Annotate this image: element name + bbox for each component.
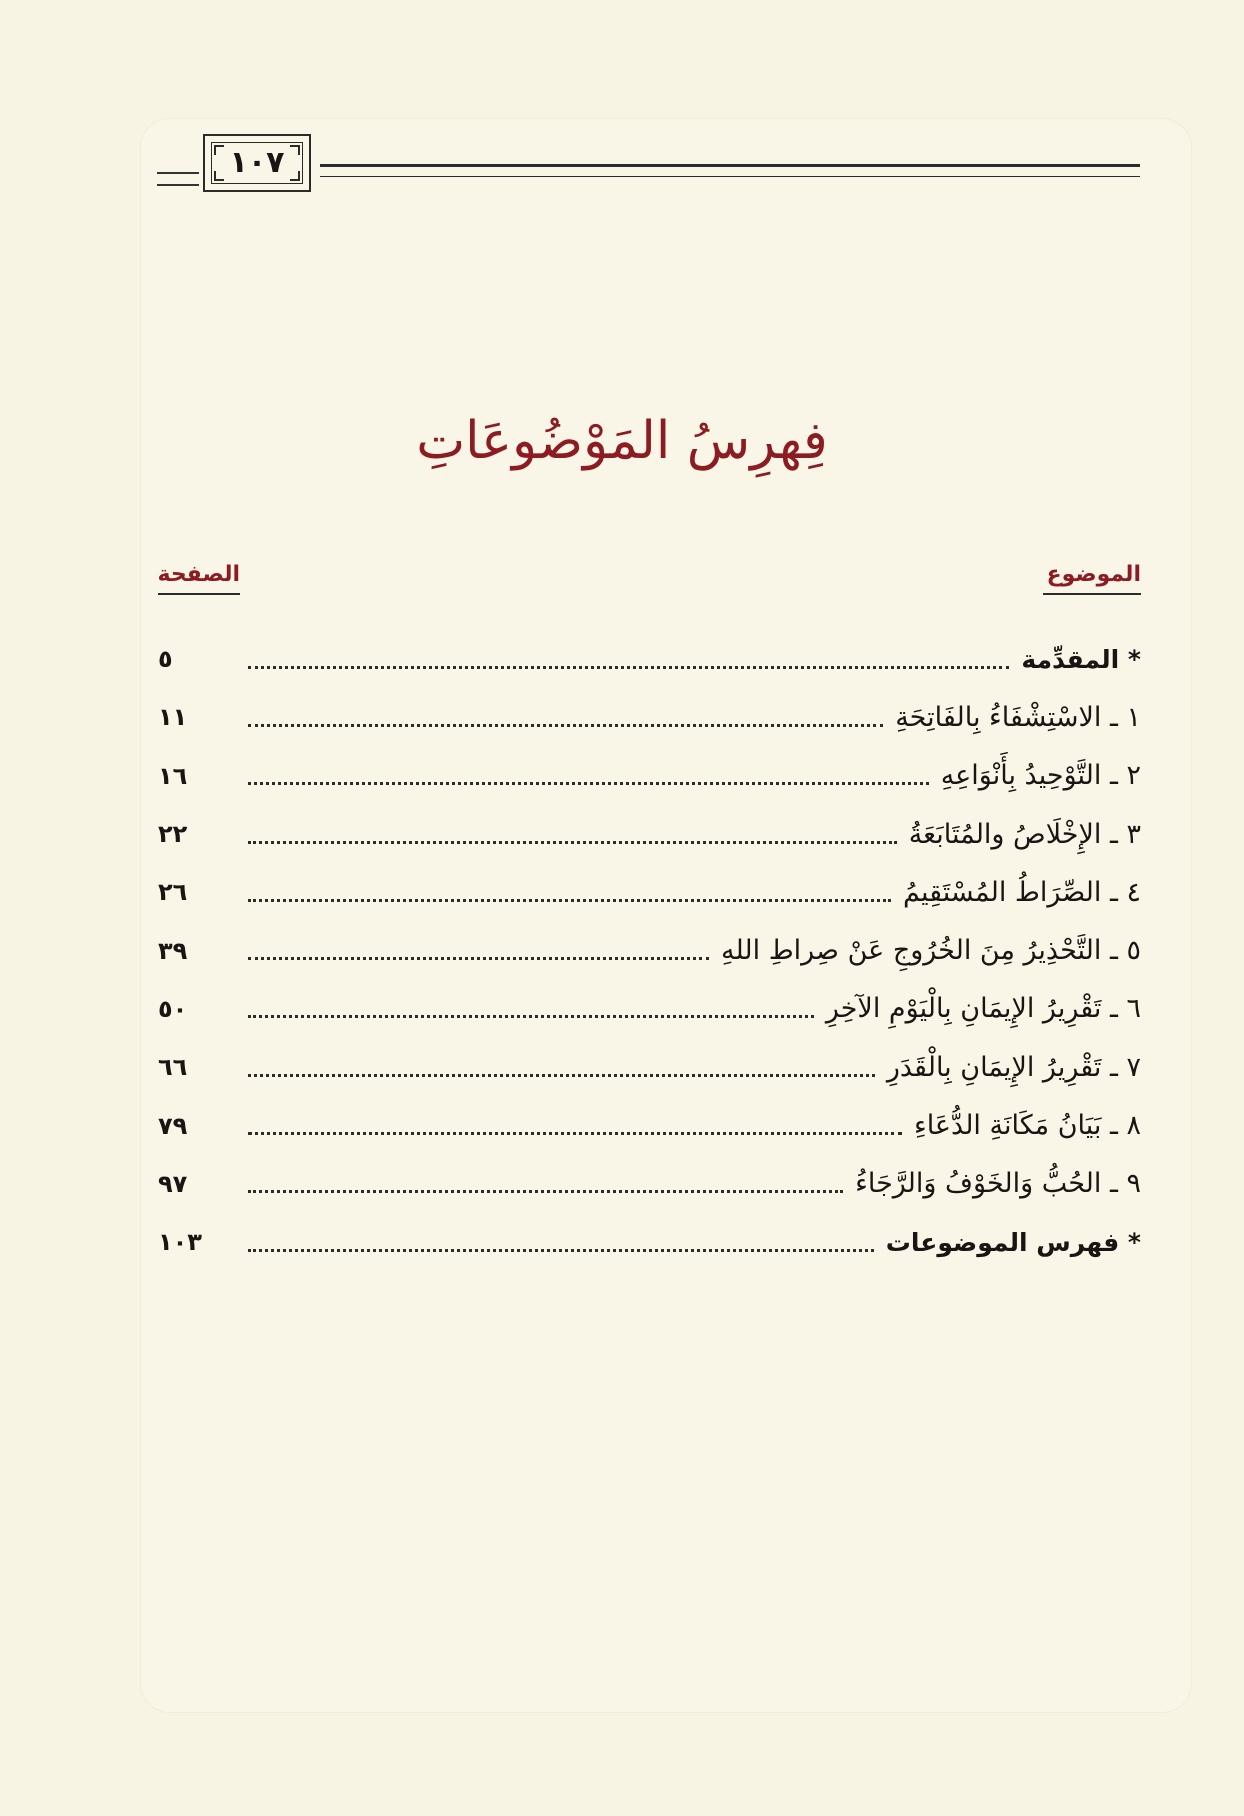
toc-entry-page: ٧٩ (158, 1111, 188, 1140)
dot-leader (248, 1132, 902, 1135)
dot-leader (248, 666, 1009, 669)
header-rule-right (320, 164, 1140, 177)
toc-entry-topic: ٩ ـ الحُبُّ وَالخَوْفُ وَالرَّجَاءُ (855, 1168, 1141, 1200)
dot-leader (248, 899, 891, 902)
toc-entry-topic: * المقدِّمة (1021, 644, 1141, 674)
toc-entry[interactable] (158, 980, 1141, 1038)
toc-entry-page: ٢٦ (158, 878, 188, 907)
toc-entry-page: ٩٧ (158, 1169, 188, 1198)
toc-entry-page: ٥٠ (158, 994, 188, 1023)
toc-entry-topic: ١ ـ الاسْتِشْفَاءُ بِالفَاتِحَةِ (895, 701, 1141, 733)
dot-leader (248, 782, 929, 785)
table-of-contents (158, 630, 1141, 1271)
toc-entry-page: ١٠٣ (158, 1228, 202, 1257)
toc-entry[interactable] (158, 805, 1141, 863)
dot-leader (248, 724, 883, 727)
toc-entry[interactable] (158, 863, 1141, 921)
dot-leader (248, 841, 897, 844)
toc-entry-topic: ٨ ـ بَيَانُ مَكَانَةِ الدُّعَاءِ (914, 1110, 1141, 1142)
toc-entry[interactable] (158, 1213, 1141, 1271)
toc-entry[interactable] (158, 1155, 1141, 1213)
dot-leader (248, 1249, 874, 1252)
toc-entry-page: ٦٦ (158, 1053, 188, 1082)
toc-entry-page: ١٦ (158, 761, 188, 790)
toc-entry-page: ٥ (158, 645, 173, 674)
header-rule-left (157, 172, 199, 186)
toc-entry[interactable] (158, 1038, 1141, 1096)
toc-entry[interactable] (158, 921, 1141, 979)
page-number-frame (203, 134, 311, 192)
page-number: ١٠٧ (211, 142, 303, 184)
column-header-topic: الموضوع (1043, 562, 1141, 595)
toc-entry-topic: ٢ ـ التَّوْحِيدُ بِأَنْوَاعِهِ (940, 760, 1141, 792)
toc-entry[interactable] (158, 747, 1141, 805)
toc-entry-topic: ٣ ـ الإِخْلَاصُ والمُتَابَعَةُ (908, 818, 1141, 850)
toc-entry-topic: ٤ ـ الصِّرَاطُ المُسْتَقِيمُ (902, 876, 1141, 908)
column-header-page: الصفحة (158, 562, 240, 595)
toc-entry[interactable] (158, 630, 1141, 688)
toc-entry-page: ٢٢ (158, 820, 188, 849)
dot-leader (248, 957, 709, 960)
toc-entry-topic: ٥ ـ التَّحْذِيرُ مِنَ الخُرُوجِ عَنْ صِراطِ اللهِ (720, 935, 1141, 967)
toc-entry-topic: ٧ ـ تَقْرِيرُ الإِيمَانِ بِالْقَدَرِ (886, 1051, 1141, 1083)
toc-entry-page: ١١ (158, 703, 188, 732)
toc-entry[interactable] (158, 1096, 1141, 1154)
toc-entry[interactable] (158, 688, 1141, 746)
dot-leader (248, 1074, 875, 1077)
toc-entry-topic: ٦ ـ تَقْرِيرُ الإِيمَانِ بِالْيَوْمِ الآخِرِ (825, 993, 1141, 1025)
toc-entry-page: ٣٩ (158, 936, 188, 965)
toc-entry-topic: * فهرس الموضوعات (885, 1227, 1141, 1257)
dot-leader (248, 1190, 843, 1193)
page-title: فِهرِسُ المَوْضُوعَاتِ (416, 411, 828, 471)
dot-leader (248, 1015, 814, 1018)
